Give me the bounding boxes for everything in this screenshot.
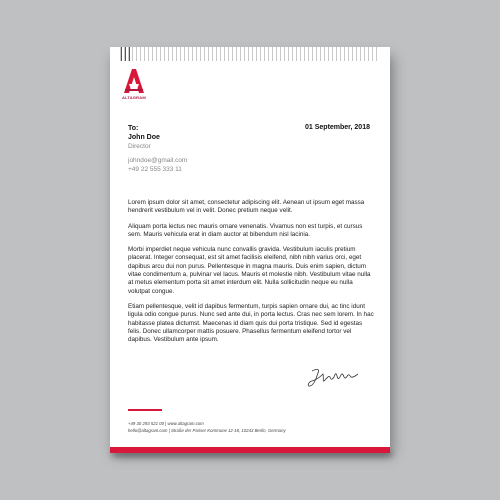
recipient-phone: +49 22 555 333 11 — [128, 166, 182, 173]
paragraph: Etiam pellentesque, velit id dapibus fermentum, turpis sapien ornare dui, ac tinc idunt ligula odio congue purus. Nunc sed ante dui, in porta lectus. Cras nec sem lorem. In hac habitasse platea dictumst. Maecenas id diam quis dui porta tristique. Sed id egestas felis. Donec ullamcorper mattis posuere. Phasellus fermentum eleifend tortor vel dapibus. Vestibulum ante ipsum. — [128, 302, 374, 344]
logo-a-icon — [122, 69, 146, 95]
top-stripe-decoration — [120, 47, 380, 61]
recipient-email: johndoe@gmail.com — [128, 157, 188, 164]
letter-date: 01 September, 2018 — [305, 124, 370, 131]
bottom-accent-band — [110, 447, 390, 453]
signature-icon — [306, 365, 366, 389]
footer-line-email-address: hello@altagram.com | Straße der Pariser Kommune 12-18, 10243 Berlin, Germany — [128, 428, 286, 433]
paragraph: Lorem ipsum dolor sit amet, consectetur adipiscing elit. Aenean ut ipsum eget massa hendrerit vestibulum vel in velit. Donec pretium neque velit. — [128, 199, 365, 215]
logo-wordmark: ALTAGRAM — [122, 95, 146, 100]
to-label: To: — [128, 125, 139, 132]
footer-line-phone-web: +49 30 293 521 00 | www.altagram.com — [128, 421, 204, 426]
accent-stripe-decoration — [121, 47, 133, 61]
recipient-block — [128, 124, 248, 151]
recipient-title: Director — [128, 143, 151, 150]
footer-divider — [128, 409, 162, 411]
letterhead-page — [110, 47, 390, 447]
footer — [128, 420, 378, 434]
paragraph: Aliquam porta lectus nec mauris ornare venenatis. Vivamus non est turpis, et cursus sem. Mauris vehicula erat in diam auctor at bibendum nisl lacinia. — [128, 222, 363, 238]
recipient-name: John Doe — [128, 134, 160, 141]
recipient-contact — [128, 156, 268, 174]
paragraph: Morbi imperdiet neque vehicula nunc convallis gravida. Vestibulum iaculis pretium placerat. Integer consequat, est sit amet facilisis eleifend, nibh nibh varius orci, eget dapibus arcu dui non purus. Pellentesque in magna mauris. Duis enim sapien, dictum vitae condimentum a, pulvinar vel lacus. Mauris et molestie nibh. Vestibulum vitae nulla at metus elementum porta sit amet interdum elit. Nulla sollicitudin neque eu nulla volutpat congue. — [128, 246, 371, 295]
letter-body — [128, 199, 374, 351]
brand-logo — [122, 69, 152, 103]
signature — [306, 365, 366, 389]
